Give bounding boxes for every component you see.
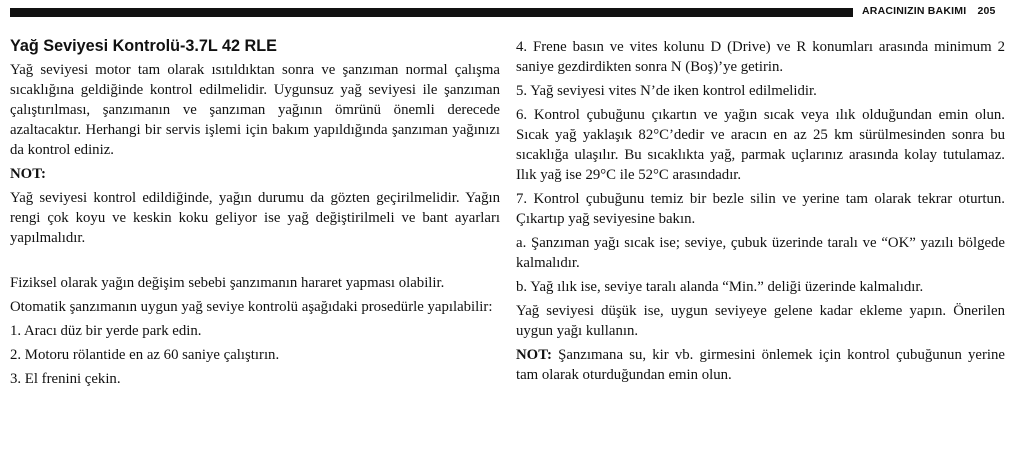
- note-label: NOT:: [10, 166, 46, 182]
- running-header: [862, 5, 996, 17]
- section-heading: ARACINIZIN BAKIMI: [862, 5, 967, 17]
- step-1: 1. Aracı düz bir yerde park edin.: [10, 323, 202, 339]
- step-7a: a. Şanzıman yağı sıcak ise; seviye, çubuk üzerinde taralı ve “OK” yazılı bölgede kalmalıdır.: [516, 235, 1005, 271]
- step-7: 7. Kontrol çubuğunu temiz bir bezle silin ve yerine tam olarak tekrar oturtun. Çıkartıp yağ seviyesine bakın.: [516, 191, 1005, 227]
- final-note: [516, 345, 1005, 385]
- step-4: 4. Frene basın ve vites kolunu D (Drive) ve R konumları arasında minimum 2 saniye gezdirdikten sonra N (Boş)’ye getirin.: [516, 39, 1005, 75]
- low-level-paragraph: Yağ seviyesi düşük ise, uygun seviyeye gelene kadar ekleme yapın. Önerilen uygun yağı kullanın.: [516, 303, 1005, 339]
- step-3: 3. El frenini çekin.: [10, 371, 121, 387]
- step-7b: b. Yağ ılık ise, seviye taralı alanda “Min.” deliği üzerinde kalmalıdır.: [516, 279, 924, 295]
- step-6: 6. Kontrol çubuğunu çıkartın ve yağın sıcak veya ılık olduğundan emin olun. Sıcak yağ yaklaşık 82°C’dedir ve aracın en az 25 km sürülmesinden sonra bu sıcaklığa ulaşılır. Bu sıcaklıkta yağ, parmak uçlarınız arasında kolay tutulamaz. Ilık yağ ise 29°C ile 52°C arasındadır.: [516, 107, 1005, 183]
- right-column: [516, 37, 1005, 389]
- left-column: [10, 36, 500, 393]
- intro-paragraph: Yağ seviyesi motor tam olarak ısıtıldıktan sonra ve şanzıman normal çalışma sıcaklığına geldiğinde kontrol edilmelidir. Uygunsuz yağ seviyesi ile şanzıman çalıştırılması, şanzımanın ve şanzıman yağının ömrünü önemli derecede azaltacaktır. Herhangi bir servis işlemi için bakım yapıldığında şanzıman yağınızı da kontrol ediniz.: [10, 62, 500, 158]
- step-2: 2. Motoru rölantide en az 60 saniye çalıştırın.: [10, 347, 280, 363]
- note-paragraph: Yağ seviyesi kontrol edildiğinde, yağın durumu da gözten geçirilmelidir. Yağın rengi çok koyu ve keskin koku geliyor ise yağ değiştirilmeli ve bant ayarları yapılmalıdır.: [10, 190, 500, 246]
- page-number: 205: [977, 5, 996, 17]
- spacer: [10, 252, 500, 273]
- step-5: 5. Yağ seviyesi vites N’de iken kontrol edilmelidir.: [516, 83, 817, 99]
- final-note-label: NOT:: [516, 347, 552, 363]
- header-rule: [10, 8, 853, 17]
- section-title: Yağ Seviyesi Kontrolü-3.7L 42 RLE: [10, 37, 277, 55]
- physical-cause-paragraph: Fiziksel olarak yağın değişim sebebi şanzımanın hararet yapması olabilir.: [10, 275, 445, 291]
- procedure-intro-paragraph: Otomatik şanzımanın uygun yağ seviye kontrolü aşağıdaki prosedürle yapılabilir:: [10, 299, 493, 315]
- final-note-text: Şanzımana su, kir vb. girmesini önlemek için kontrol çubuğunun yerine tam olarak oturduğundan emin olun.: [516, 347, 1005, 383]
